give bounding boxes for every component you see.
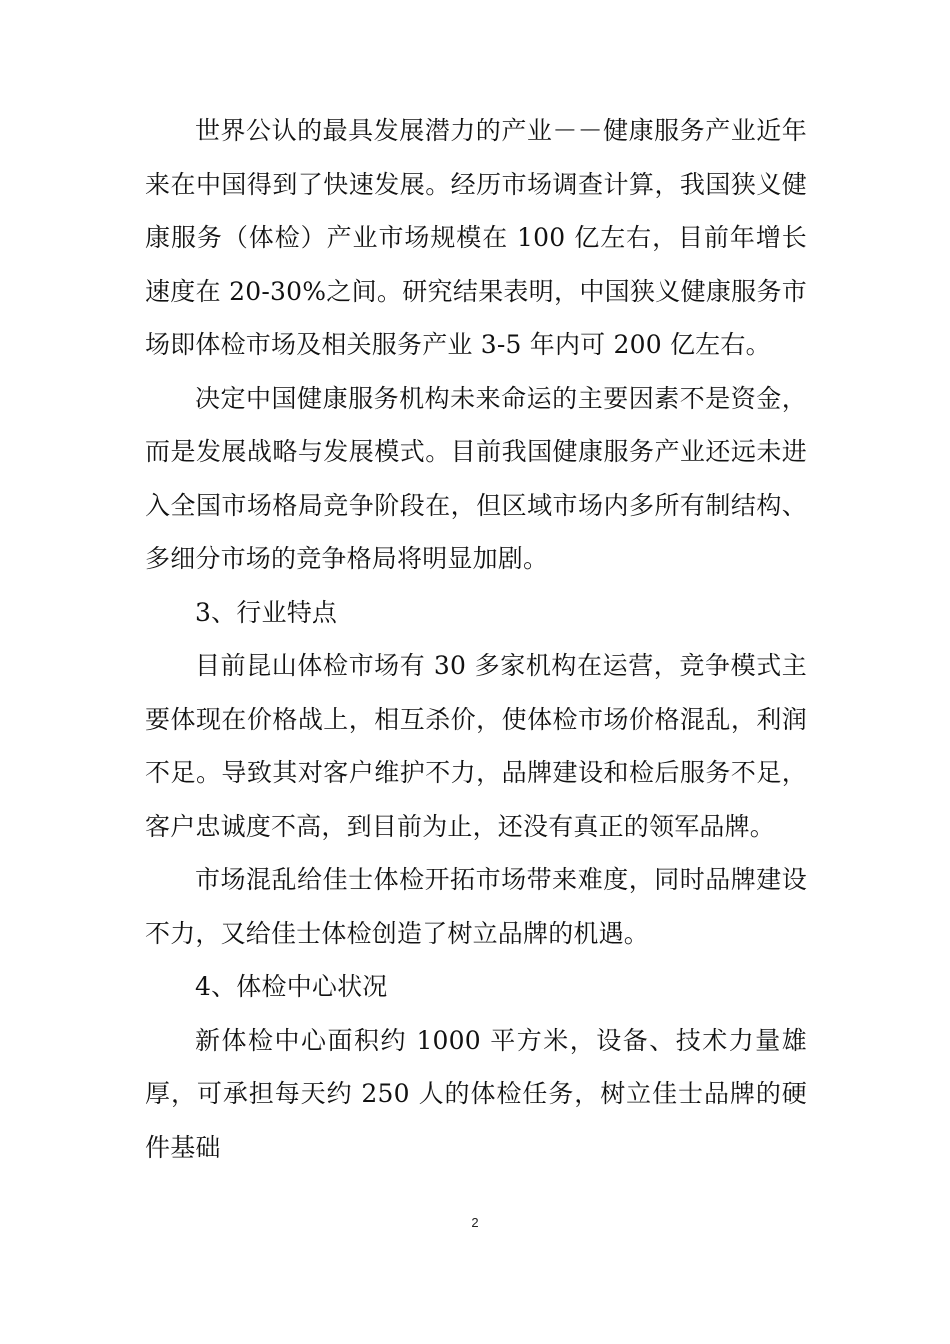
- section-heading-industry-features: 3、行业特点: [195, 597, 338, 627]
- paragraph-new-center: 新体检中心面积约 1000 平方米，设备、技术力量雄厚，可承担每天约 250 人的体检任务，树立佳士品牌的硬件基础: [145, 1025, 807, 1162]
- paragraph-opportunity: 市场混乱给佳士体检开拓市场带来难度，同时品牌建设不力，又给佳士体检创造了树立品牌的机遇。: [145, 865, 807, 948]
- paragraph-strategy: 决定中国健康服务机构未来命运的主要因素不是资金，而是发展战略与发展模式。目前我国健康服务产业还远未进入全国市场格局竞争阶段在，但区域市场内多所有制结构、多细分市场的竞争格局将明显加剧。: [145, 383, 807, 573]
- page-number: 2: [471, 1215, 479, 1230]
- document-body: [145, 104, 807, 1174]
- section-heading-center-status: 4、体检中心状况: [195, 972, 388, 1001]
- paragraph-market-growth: 世界公认的最具发展潜力的产业－－健康服务产业近年来在中国得到了快速发展。经历市场调查计算，我国狭义健康服务（体检）产业市场规模在 100 亿左右，目前年增长速度在 20-30%之间。研究结果表明，中国狭义健康服务市场即体检市场及相关服务产业 3-5 年内可 200 亿左右。: [145, 116, 807, 359]
- paragraph-kunshan-market: 目前昆山体检市场有 30 多家机构在运营，竞争模式主要体现在价格战上，相互杀价，使体检市场价格混乱，利润不足。导致其对客户维护不力，品牌建设和检后服务不足，客户忠诚度不高，到目前为止，还没有真正的领军品牌。: [145, 651, 807, 841]
